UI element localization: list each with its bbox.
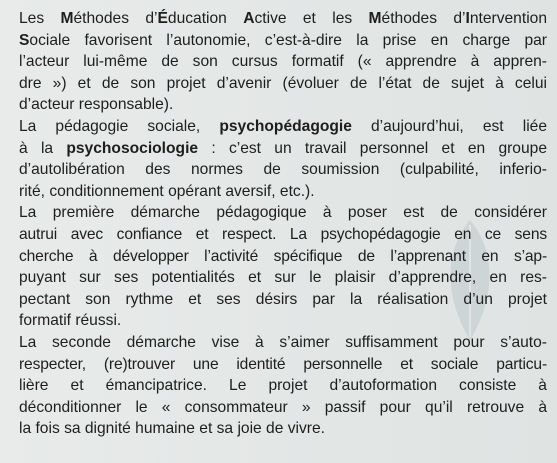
- text-line: Les Méthodes d’Éducation Active et les Méthodes d’Intervention: [19, 10, 547, 27]
- article-text: [19, 8, 547, 440]
- paragraph-3: [19, 202, 547, 332]
- text-line: autrui avec confiance et respect. La psychopédagogie en ce sens: [19, 225, 547, 243]
- text-line: respecter, (re)trouver une identité personnelle et sociale particu-: [19, 355, 547, 373]
- term-psychosociologie: psychosociologie: [66, 139, 199, 157]
- paragraph-2: [19, 116, 547, 202]
- text-line: déconditionner le « consommateur » passif pour qu’il retrouve à: [19, 398, 547, 416]
- text-line: pectant son rythme et ses désirs par la réalisation d’un projet: [19, 290, 547, 308]
- text-line: d’autolibération des normes de soumission (culpabilité, inferio-: [19, 161, 547, 179]
- term-psychopedagogie: psychopédagogie: [219, 117, 352, 135]
- text-line: La seconde démarche vise à s’aimer suffisamment pour s’auto-: [19, 333, 547, 351]
- text-line: rité, conditionnement opérant aversif, etc.).: [19, 182, 315, 200]
- text-line: La pédagogie sociale, psychopédagogie d’aujourd’hui, est liée: [19, 117, 548, 135]
- text-line: d’acteur responsable).: [19, 96, 174, 114]
- text-line: dre ») et de son projet d’avenir (évoluer de l’état de sujet à celui: [19, 74, 547, 92]
- text-line: puyant sur ses potentialités et sur le plaisir d’apprendre, en res-: [19, 269, 547, 287]
- text-line: l’acteur lui-même de son cursus formatif (« apprendre à appren-: [19, 53, 547, 71]
- paragraph-4: [19, 332, 547, 440]
- text-line: à la psychosociologie : c’est un travail personnel et en groupe: [19, 139, 547, 157]
- text-line: lière et émancipatrice. Le projet d’autoformation consiste à: [19, 377, 547, 395]
- text-line: La première démarche pédagogique à poser est de considérer: [19, 204, 547, 222]
- text-line: cherche à développer l’activité spécifique de l’apprenant en s’ap-: [19, 247, 547, 265]
- paragraph-1: [19, 8, 547, 116]
- text-line: formatif réussi.: [19, 312, 122, 330]
- text-line: la fois sa dignité humaine et sa joie de vivre.: [19, 420, 325, 438]
- text-line: Sociale favorisent l’autonomie, c’est-à-dire la prise en charge par: [19, 31, 547, 49]
